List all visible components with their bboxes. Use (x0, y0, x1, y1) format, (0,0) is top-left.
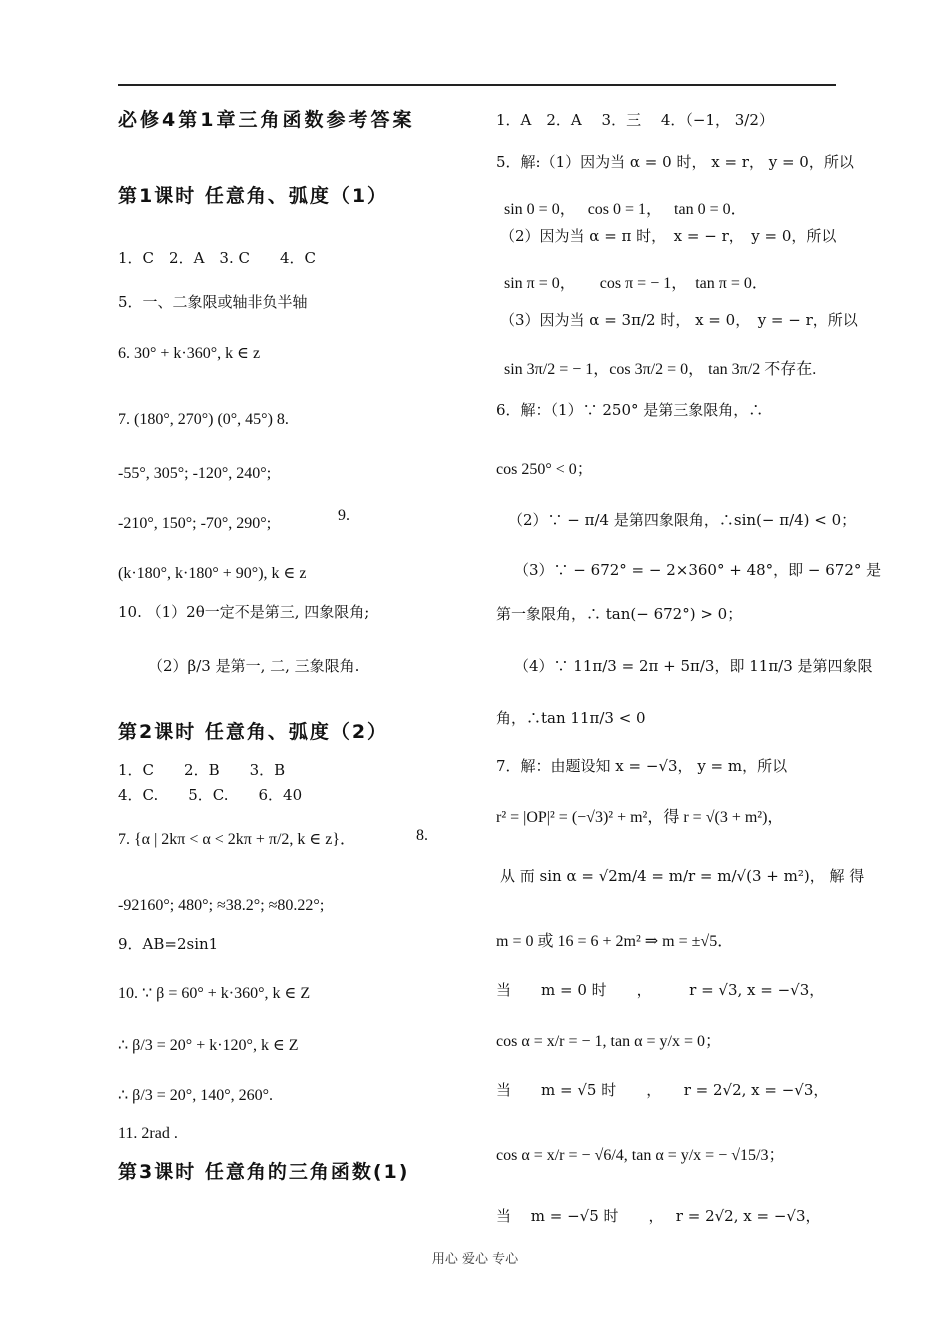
answer-line: 从 而 sin α = √2m/4 = m/r = m/√(3 + m²)， 解 得 (500, 867, 865, 885)
answer-line: -92160°; 480°; ≈38.2°; ≈80.22°; (118, 897, 325, 914)
answer-line: 7. (180°, 270°) (0°, 45°) 8. (118, 411, 289, 428)
top-rule (118, 84, 836, 86)
answer-line: 10. （1）2θ一定不是第三, 四象限角; (118, 603, 370, 621)
answer-line: 5．解:（1）因为当 α = 0 时， x = r， y = 0，所以 (496, 153, 854, 171)
answer-line: 当 m = √5 时 ， r = 2√2, x = −√3， (496, 1081, 829, 1099)
answer-line: 6. 30° + k·360°, k ∈ z (118, 345, 261, 362)
lesson-2-heading: 第2课时 任意角、弧度（2） (118, 721, 389, 743)
answer-line: ∴ β/3 = 20°, 140°, 260°. (118, 1087, 273, 1104)
answer-line: 7. {α | 2kπ < α < 2kπ + π/2, k ∈ z}． (118, 831, 357, 848)
answer-line: 8. (416, 827, 428, 844)
answer-line: 1．C 2．A 3. C 4．C (118, 249, 316, 267)
answer-line: (k·180°, k·180° + 90°), k ∈ z (118, 565, 307, 582)
answer-line: sin 3π/2 = − 1，cos 3π/2 = 0， tan 3π/2 不存在. (504, 361, 817, 378)
answer-line: （2）因为当 α = π 时， x = − r， y = 0，所以 (500, 227, 837, 245)
answer-line: sin π = 0， cos π = − 1， tan π = 0． (504, 275, 768, 292)
answer-line: m = 0 或 16 = 6 + 2m² ⇒ m = ±√5． (496, 933, 734, 950)
answer-line: 当 m = 0 时 ， r = √3, x = −√3， (496, 981, 825, 999)
answer-line: 5．一、二象限或轴非负半轴 (118, 293, 308, 311)
answer-line: 9．AB=2sin1 (118, 935, 219, 953)
answer-line: 11. 2rad . (118, 1125, 178, 1142)
answer-line: （2）∵ − π/4 是第四象限角，∴sin(− π/4) < 0； (508, 511, 857, 529)
answer-line: sin 0 = 0， cos 0 = 1， tan 0 = 0． (504, 201, 747, 218)
answer-line: （2）β/3 是第一, 二, 三象限角. (148, 657, 360, 675)
answer-line: cos 250° < 0； (496, 461, 593, 478)
answer-line: 1．A 2．A 3．三 4．（−1， 3/2） (496, 111, 774, 129)
answer-line: （4）∵ 11π/3 = 2π + 5π/3，即 11π/3 是第四象限 (514, 657, 873, 675)
answer-line: （3）∵ − 672° = − 2×360° + 48°，即 − 672° 是 (514, 561, 882, 579)
answer-line: 1．C 2．B 3．B (118, 761, 286, 779)
lesson-3-heading: 第3课时 任意角的三角函数(1) (118, 1161, 410, 1183)
answer-line: （3）因为当 α = 3π/2 时， x = 0， y = − r，所以 (500, 311, 858, 329)
answer-line: cos α = x/r = − √6/4, tan α = y/x = − √15/3； (496, 1147, 785, 1164)
answer-line: r² = |OP|² = (−√3)² + m²，得 r = √(3 + m²)， (496, 809, 784, 826)
answer-line: 6．解：（1）∵ 250° 是第三象限角，∴ (496, 401, 764, 419)
answer-line: 9. (338, 507, 350, 524)
main-title: 必修4第1章三角函数参考答案 (118, 109, 415, 131)
answer-line: 角，∴tan 11π/3 < 0 (496, 709, 646, 727)
answer-line: 10. ∵ β = 60° + k·360°, k ∈ Z (118, 985, 311, 1002)
answer-line: 7．解：由题设知 x = −√3， y = m，所以 (496, 757, 788, 775)
answer-line: 4．C. 5．C. 6．40 (118, 786, 303, 804)
lesson-1-heading: 第1课时 任意角、弧度（1） (118, 185, 389, 207)
answer-line: -55°, 305°; -120°, 240°; (118, 465, 272, 482)
answer-line: cos α = x/r = − 1, tan α = y/x = 0； (496, 1033, 721, 1050)
answer-line: 第一象限角，∴ tan(− 672°) > 0； (496, 605, 743, 623)
page-footer: 用心 爱心 专心 (431, 1252, 519, 1267)
answer-line: -210°, 150°; -70°, 290°; (118, 515, 272, 532)
answer-line: 当 m = −√5 时 ， r = 2√2, x = −√3， (496, 1207, 821, 1225)
answer-line: ∴ β/3 = 20° + k·120°, k ∈ Z (118, 1037, 299, 1054)
